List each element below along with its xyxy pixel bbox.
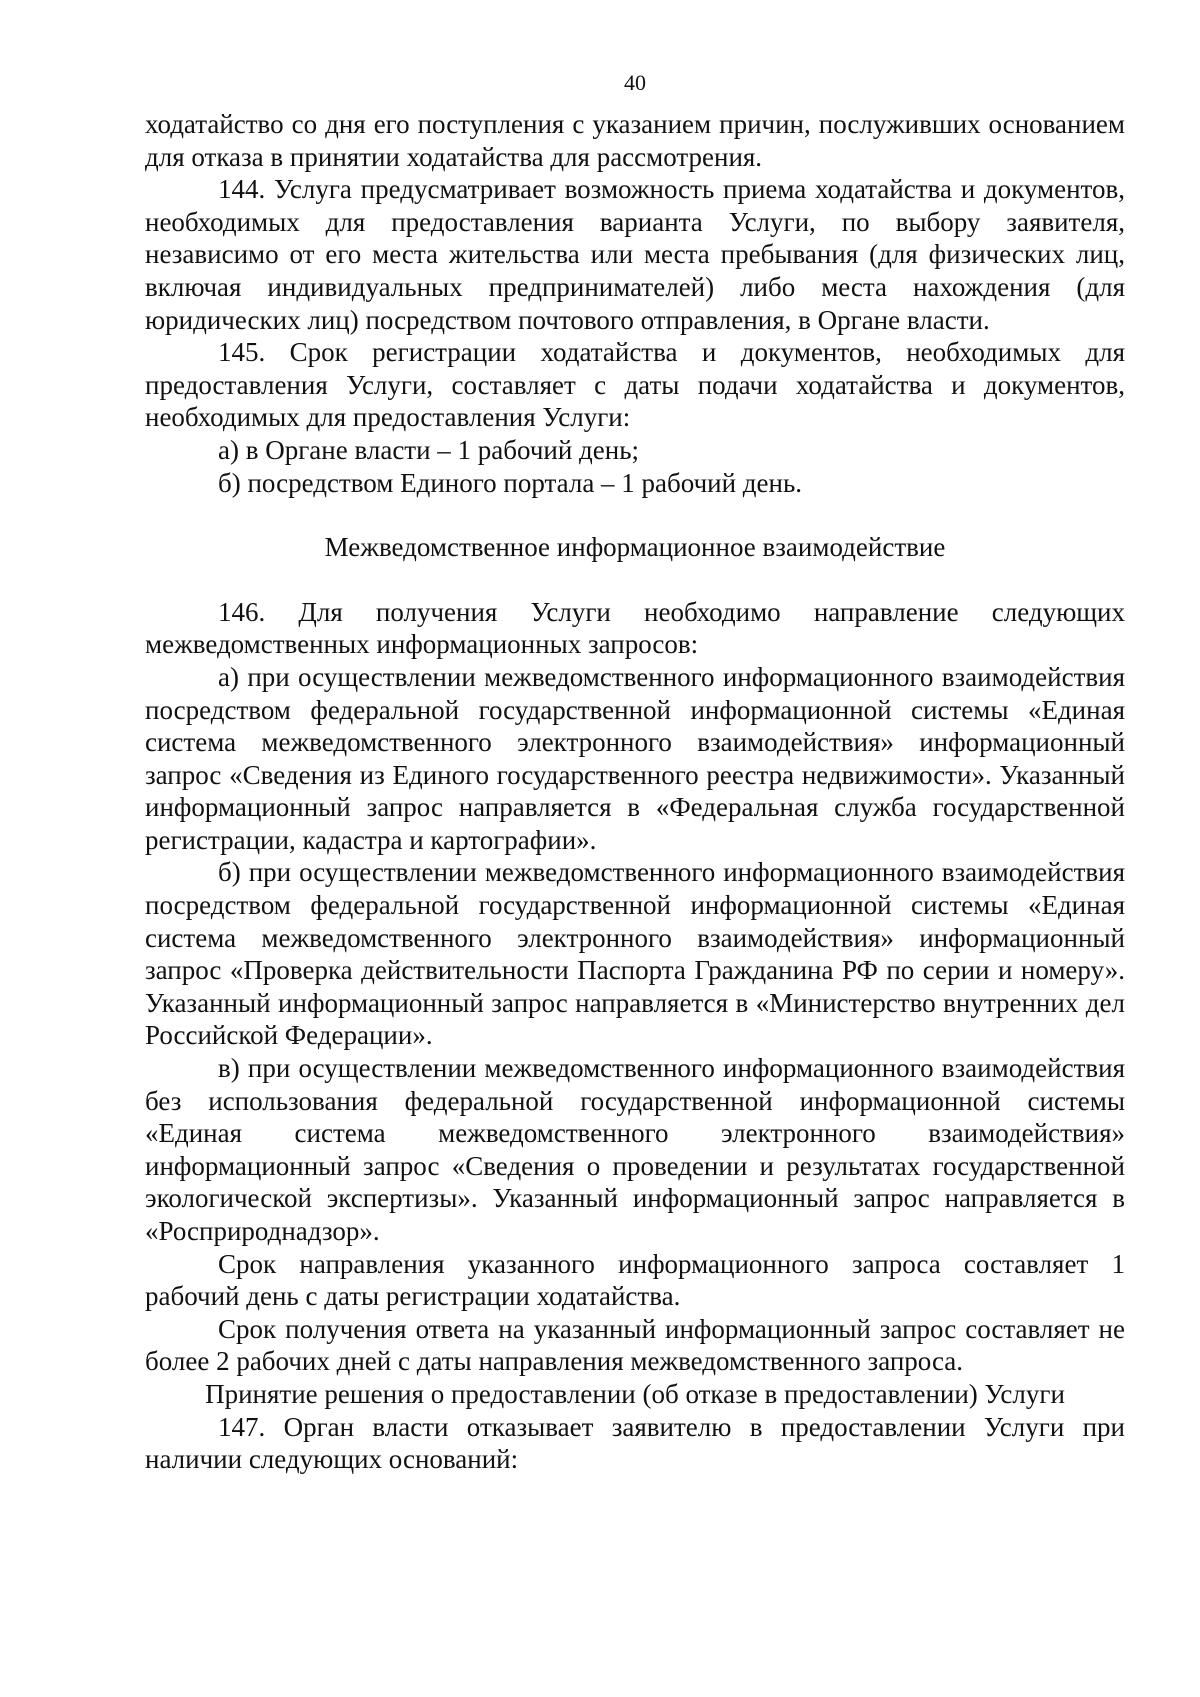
paragraph-144: 144. Услуга предусматривает возможность приема ходатайства и документов, необходимых для предоставления варианта Услуги, по выбору заявителя, независимо от его места жительства или места пребывания (для физических лиц, включая индивидуальных предпринимателей) либо места нахождения (для юридических лиц) посредством почтового отправления, в Органе власти. xyxy=(145,174,1125,335)
paragraph-146-c: в) при осуществлении межведомственного информационного взаимодействия без использования федеральной государственной информационной системы «Единая система межведомственного электронного взаимодействия» информационный запрос «Сведения о проведении и результатах государственной экологической экспертизы». Указанный информационный запрос направляется в «Росприроднадзор». xyxy=(145,1053,1125,1246)
paragraph-146-b: б) при осуществлении межведомственного информационного взаимодействия посредством федеральной государственной информационной системы «Единая система межведомственного электронного взаимодействия» информационный запрос «Проверка действительности Паспорта Гражданина РФ по серии и номеру». Указанный информационный запрос направляется в «Министерство внутренних дел Российской Федерации». xyxy=(145,857,1125,1051)
paragraph-147: 147. Орган власти отказывает заявителю в предоставлении Услуги при наличии следующих оснований: xyxy=(145,1411,1125,1475)
paragraph-145: 145. Срок регистрации ходатайства и документов, необходимых для предоставления Услуги, составляет с даты подачи ходатайства и документов, необходимых для предоставления Услуги: xyxy=(145,337,1125,433)
paragraph-request-term: Срок направления указанного информационного запроса составляет 1 рабочий день с даты регистрации ходатайства. xyxy=(145,1248,1125,1312)
section-heading-interagency: Межведомственное информационное взаимодействие xyxy=(324,532,946,563)
paragraph-146: 146. Для получения Услуги необходимо направление следующих межведомственных информационных запросов: xyxy=(145,596,1125,660)
page-number: 40 xyxy=(624,70,646,95)
paragraph-continuation: ходатайство со дня его поступления с указанием причин, послуживших основанием для отказа в принятии ходатайства для рассмотрения. xyxy=(145,109,1125,172)
document-page xyxy=(145,60,1125,1476)
paragraph-145-a: а) в Органе власти – 1 рабочий день; xyxy=(218,434,640,465)
paragraph-response-term: Срок получения ответа на указанный информационный запрос составляет не более 2 рабочих дней с даты направления межведомственного запроса. xyxy=(145,1313,1125,1377)
section-heading-decision: Принятие решения о предоставлении (об отказе в предоставлении) Услуги xyxy=(205,1378,1065,1409)
paragraph-146-a: а) при осуществлении межведомственного информационного взаимодействия посредством федеральной государственной информационной системы «Единая система межведомственного электронного взаимодействия» информационный запрос «Сведения из Единого государственного реестра недвижимости». Указанный информационный запрос направляется в «Федеральная служба государственной регистрации, кадастра и картографии». xyxy=(145,661,1125,855)
paragraph-145-b: б) посредством Единого портала – 1 рабочий день. xyxy=(218,467,803,498)
